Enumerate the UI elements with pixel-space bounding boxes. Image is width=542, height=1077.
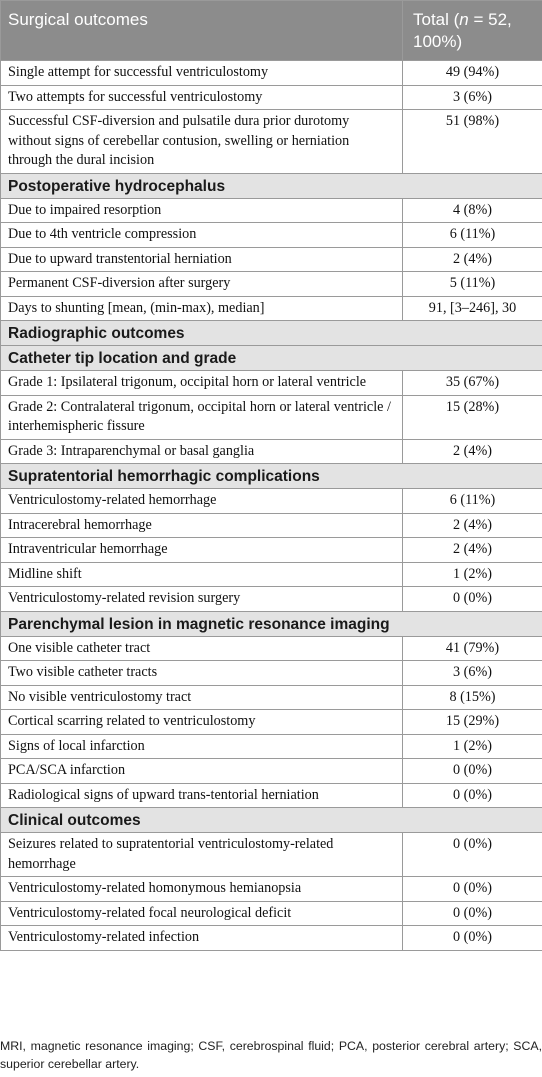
section-title: Postoperative hydrocephalus — [1, 173, 542, 198]
table-row — [1, 926, 542, 951]
table-row — [1, 198, 542, 223]
table-row — [1, 296, 542, 321]
table-row — [1, 759, 542, 784]
row-label: Ventriculostomy-related revision surgery — [1, 587, 403, 612]
row-value: 0 (0%) — [403, 877, 542, 902]
table-row — [1, 395, 542, 439]
row-label: Days to shunting [mean, (min-max), median] — [1, 296, 403, 321]
row-label: Two attempts for successful ventriculostomy — [1, 85, 403, 110]
row-value: 2 (4%) — [403, 247, 542, 272]
header-total — [403, 1, 542, 61]
table-row — [1, 833, 542, 877]
header-total-count: = 52, — [468, 10, 512, 29]
table-row — [1, 636, 542, 661]
row-label: Seizures related to supratentorial ventriculostomy-related hemorrhage — [1, 833, 403, 877]
table-row — [1, 61, 542, 86]
row-value: 49 (94%) — [403, 61, 542, 86]
row-value: 15 (28%) — [403, 395, 542, 439]
row-label: Due to 4th ventricle compression — [1, 223, 403, 248]
row-value: 35 (67%) — [403, 371, 542, 396]
table-row — [1, 513, 542, 538]
row-label: Ventriculostomy-related homonymous hemianopsia — [1, 877, 403, 902]
table-row — [1, 562, 542, 587]
table-row — [1, 439, 542, 464]
table-row — [1, 877, 542, 902]
row-label: Due to impaired resorption — [1, 198, 403, 223]
table-row — [1, 371, 542, 396]
row-value: 1 (2%) — [403, 734, 542, 759]
header-total-n: n — [459, 10, 469, 29]
section-title: Catheter tip location and grade — [1, 346, 542, 371]
row-label: Grade 3: Intraparenchymal or basal ganglia — [1, 439, 403, 464]
table-row — [1, 85, 542, 110]
row-value: 91, [3–246], 30 — [403, 296, 542, 321]
row-value: 41 (79%) — [403, 636, 542, 661]
row-label: Two visible catheter tracts — [1, 661, 403, 686]
row-value: 2 (4%) — [403, 538, 542, 563]
row-label: Grade 2: Contralateral trigonum, occipital horn or lateral ventricle / interhemispheric fissure — [1, 395, 403, 439]
row-label: Permanent CSF-diversion after surgery — [1, 272, 403, 297]
row-value: 0 (0%) — [403, 926, 542, 951]
row-value: 0 (0%) — [403, 759, 542, 784]
section-header-row — [1, 611, 542, 636]
table-row — [1, 272, 542, 297]
section-title: Clinical outcomes — [1, 808, 542, 833]
table-row — [1, 685, 542, 710]
section-header-row — [1, 173, 542, 198]
row-label: Intracerebral hemorrhage — [1, 513, 403, 538]
section-header-row — [1, 346, 542, 371]
table-row — [1, 661, 542, 686]
table-body — [1, 61, 542, 951]
header-surgical-outcomes: Surgical outcomes — [1, 1, 403, 61]
row-label: Cortical scarring related to ventriculostomy — [1, 710, 403, 735]
row-value: 0 (0%) — [403, 901, 542, 926]
row-label: Ventriculostomy-related hemorrhage — [1, 489, 403, 514]
row-value: 0 (0%) — [403, 783, 542, 808]
row-label: Single attempt for successful ventriculostomy — [1, 61, 403, 86]
header-total-percent: 100%) — [413, 32, 463, 51]
row-label: Grade 1: Ipsilateral trigonum, occipital horn or lateral ventricle — [1, 371, 403, 396]
table-row — [1, 901, 542, 926]
row-value: 1 (2%) — [403, 562, 542, 587]
row-label: Signs of local infarction — [1, 734, 403, 759]
table-row — [1, 489, 542, 514]
row-label: Successful CSF-diversion and pulsatile dura prior durotomy without signs of cerebellar contusion, swelling or herniation through the dural incision — [1, 110, 403, 174]
header-total-prefix: Total ( — [413, 10, 460, 29]
row-label: Intraventricular hemorrhage — [1, 538, 403, 563]
row-label: Radiological signs of upward trans-tentorial herniation — [1, 783, 403, 808]
row-label: Midline shift — [1, 562, 403, 587]
row-label: Due to upward transtentorial herniation — [1, 247, 403, 272]
row-value: 15 (29%) — [403, 710, 542, 735]
row-value: 5 (11%) — [403, 272, 542, 297]
row-value: 4 (8%) — [403, 198, 542, 223]
row-value: 2 (4%) — [403, 513, 542, 538]
row-value: 0 (0%) — [403, 833, 542, 877]
section-title: Parenchymal lesion in magnetic resonance imaging — [1, 611, 542, 636]
row-label: Ventriculostomy-related infection — [1, 926, 403, 951]
section-title: Radiographic outcomes — [1, 321, 542, 346]
row-value: 8 (15%) — [403, 685, 542, 710]
row-value: 3 (6%) — [403, 661, 542, 686]
row-value: 2 (4%) — [403, 439, 542, 464]
row-label: PCA/SCA infarction — [1, 759, 403, 784]
row-value: 6 (11%) — [403, 223, 542, 248]
table-row — [1, 587, 542, 612]
row-value: 51 (98%) — [403, 110, 542, 174]
table-row — [1, 734, 542, 759]
table-footnote: MRI, magnetic resonance imaging; CSF, cerebrospinal fluid; PCA, posterior cerebral artery; SCA, superior cerebellar artery. — [0, 1039, 542, 1071]
table-row — [1, 710, 542, 735]
table-row — [1, 223, 542, 248]
table-row — [1, 538, 542, 563]
table-row — [1, 783, 542, 808]
section-header-row — [1, 808, 542, 833]
row-value: 3 (6%) — [403, 85, 542, 110]
section-header-row — [1, 321, 542, 346]
table-row — [1, 247, 542, 272]
row-label: One visible catheter tract — [1, 636, 403, 661]
row-value: 6 (11%) — [403, 489, 542, 514]
row-value: 0 (0%) — [403, 587, 542, 612]
row-label: No visible ventriculostomy tract — [1, 685, 403, 710]
section-header-row — [1, 464, 542, 489]
table-header-row — [1, 1, 542, 61]
section-title: Supratentorial hemorrhagic complications — [1, 464, 542, 489]
row-label: Ventriculostomy-related focal neurological deficit — [1, 901, 403, 926]
table-row — [1, 110, 542, 174]
